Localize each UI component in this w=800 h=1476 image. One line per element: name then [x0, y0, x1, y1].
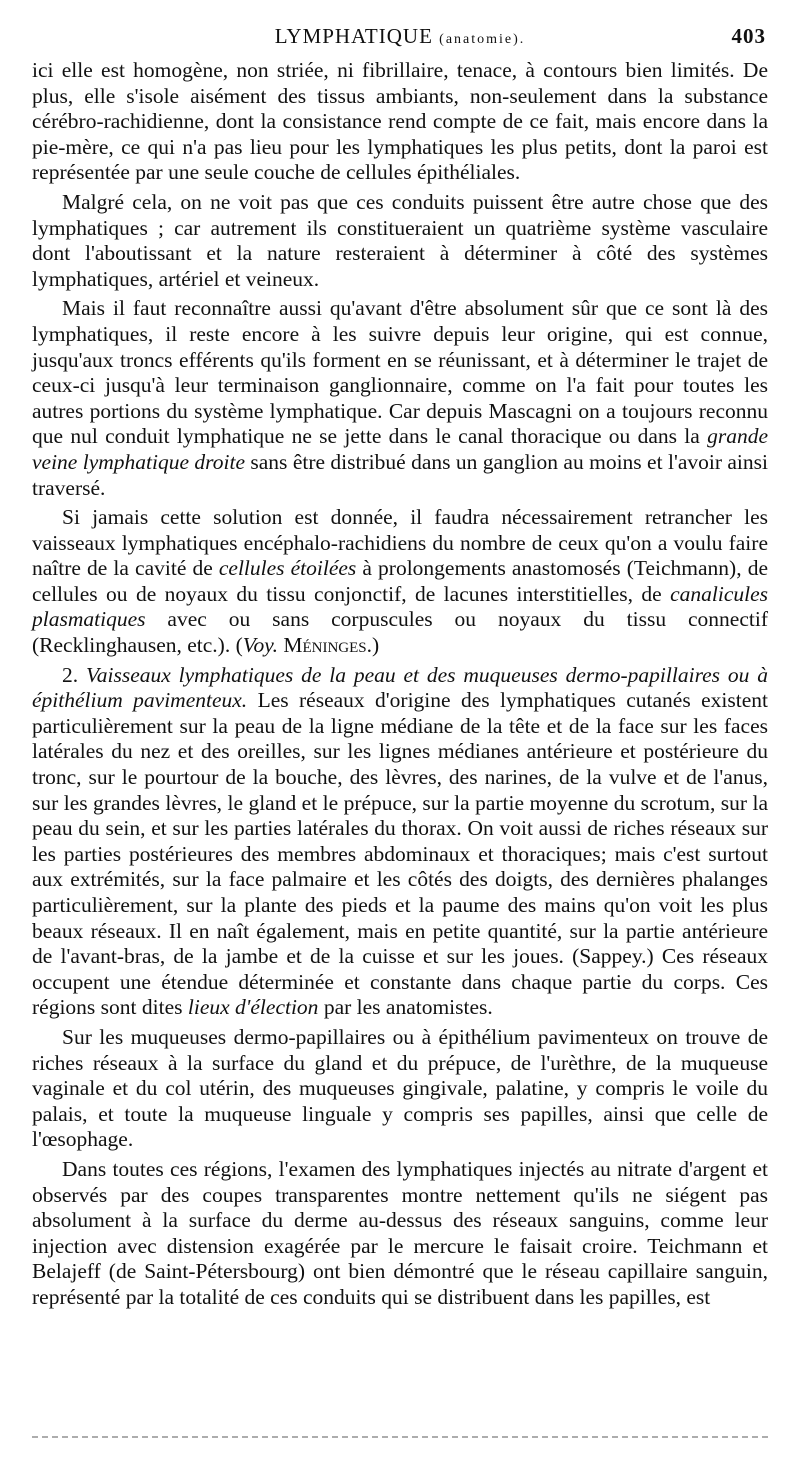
document-page [32, 24, 768, 1444]
text-run: .) [366, 633, 380, 658]
text-run: Malgré cela, on ne voit pas que ces conduits puissent être autre chose que des lymphatiques ; car autrement ils constitueraient un quatrième système vasculaire dont l'aboutissant et la nature resteraient à déterminer à côté des systèmes lymphatiques, artériel et veineux. [32, 189, 768, 291]
running-header [32, 24, 768, 58]
text-run: Mais il faut reconnaître aussi qu'avant d'être absolument sûr que ce sont là des lymphatiques, il reste encore à les suivre depuis leur origine, qui est connue, jusqu'aux troncs efférents qu'ils forment en se réunissant, et à déterminer le trajet de ceux-ci jusqu'à leur terminaison ganglionnaire, comme on l'a fait pour toutes les autres portions du système lymphatique. Car depuis Mascagni on a toujours reconnu que nul conduit lymphatique ne se jette dans le canal thoracique ou dans la [32, 296, 768, 449]
text-run: 2. [62, 662, 86, 687]
text-run: à prolongements anastomosés (Teichmann), de cellules ou de noyaux du tissu conjonctif, de lacunes interstitielles, de [32, 556, 768, 606]
paragraph [32, 296, 768, 501]
body-text [32, 58, 768, 1311]
italic-text: Voy. [242, 633, 278, 658]
text-run: ici elle est homogène, non striée, ni fibrillaire, tenace, à contours bien limités. De plus, elle s'isole aisément des tissus ambiants, non-seulement dans la substance cérébro-rachidienne, dont la consistance rend compte de ce fait, mais encore dans la pie-mère, ce qui n'a pas lieu pour les lymphatiques les plus petits, dont la paroi est représentée par une seule couche de cellules épithéliales. [32, 58, 768, 185]
running-title-main: LYMPHATIQUE [274, 24, 433, 48]
running-title [32, 24, 768, 49]
paragraph [32, 1157, 768, 1311]
text-run: sans être distribué dans un ganglion au moins et l'avoir ainsi traversé. [32, 449, 768, 500]
page-number: 403 [731, 24, 766, 48]
text-run: Dans toutes ces régions, l'examen des lymphatiques injectés au nitrate d'argent et observés par des coupes transparentes montre nettement qu'ils ne siégent pas absolument à la surface du derme au-dessus des réseaux sanguins, comme leur injection avec distension exagérée par le mercure le faisait croire. Teichmann et Belajeff (de Saint-Pétersbourg) ont bien démontré que le réseau capillaire sanguin, représenté par la totalité de ces conduits qui se distribuent dans les papilles, est [32, 1156, 768, 1309]
page-bottom-rule [32, 1436, 768, 1442]
running-title-sub: (anatomie). [439, 32, 526, 47]
text-run: par les anatomistes. [318, 995, 493, 1020]
text-run: Sur les muqueuses dermo-papillaires ou à épithélium pavimenteux on trouve de riches réseaux à la surface du gland et du prépuce, de l'urèthre, de la muqueuse vaginale et du col utérin, des muqueuses gingivale, palatine, y compris le voile du palais, et toute la muqueuse linguale y compris ses papilles, ainsi que celle de l'œsophage. [32, 1024, 768, 1152]
paragraph [32, 58, 768, 186]
paragraph [32, 1025, 768, 1153]
italic-text: Vaisseaux lymphatiques de la peau et des muqueuses dermo-papillaires ou à épithélium pavimenteux. [32, 662, 768, 713]
text-run: avec ou sans corpuscules ou noyaux du tissu connectif (Recklinghausen, etc.). ( [32, 607, 768, 658]
paragraph [32, 663, 768, 1021]
text-run: Si jamais cette solution est donnée, il faudra nécessairement retrancher les vaisseaux lymphatiques encéphalo-rachidiens du nombre de ceux qu'on a voulu faire naître de la cavité de [32, 505, 768, 581]
italic-text: lieux d'élection [187, 995, 319, 1020]
text-run: Les réseaux d'origine des lymphatiques cutanés existent particulièrement sur la peau de la ligne médiane de la tête et de la face sur les faces latérales du nez et des oreilles, sur les lignes médianes antérieure et postérieure du tronc, sur le pourtour de la bouche, des lèvres, des narines, de la vulve et de l'anus, sur les grandes lèvres, le gland et le prépuce, sur la partie moyenne du scrotum, sur la peau du sein, et sur les parties latérales du thorax. On voit aussi de riches réseaux sur les parties postérieures des membres abdominaux et thoraciques; mais c'est surtout aux extrémités, sur la face palmaire et les côtés des doigts, des dernières phalanges particulièrement, sur la plante des pieds et la paume des mains qu'on voit les plus beaux réseaux. Il en naît également, mais en petite quantité, sur la partie antérieure de l'avant-bras, de la jambe et de la cuisse et sur les joues. (Sappey.) Ces réseaux occupent une étendue déterminée et constante dans chaque partie du corps. Ces régions sont dites [32, 688, 768, 1020]
small-caps-text: Méninges [283, 633, 367, 658]
paragraph [32, 190, 768, 292]
italic-text: cellules étoilées [218, 556, 357, 581]
italic-text: grande veine lymphatique droite [32, 424, 768, 474]
italic-text: canalicules plasmatiques [32, 581, 768, 632]
paragraph [32, 505, 768, 659]
